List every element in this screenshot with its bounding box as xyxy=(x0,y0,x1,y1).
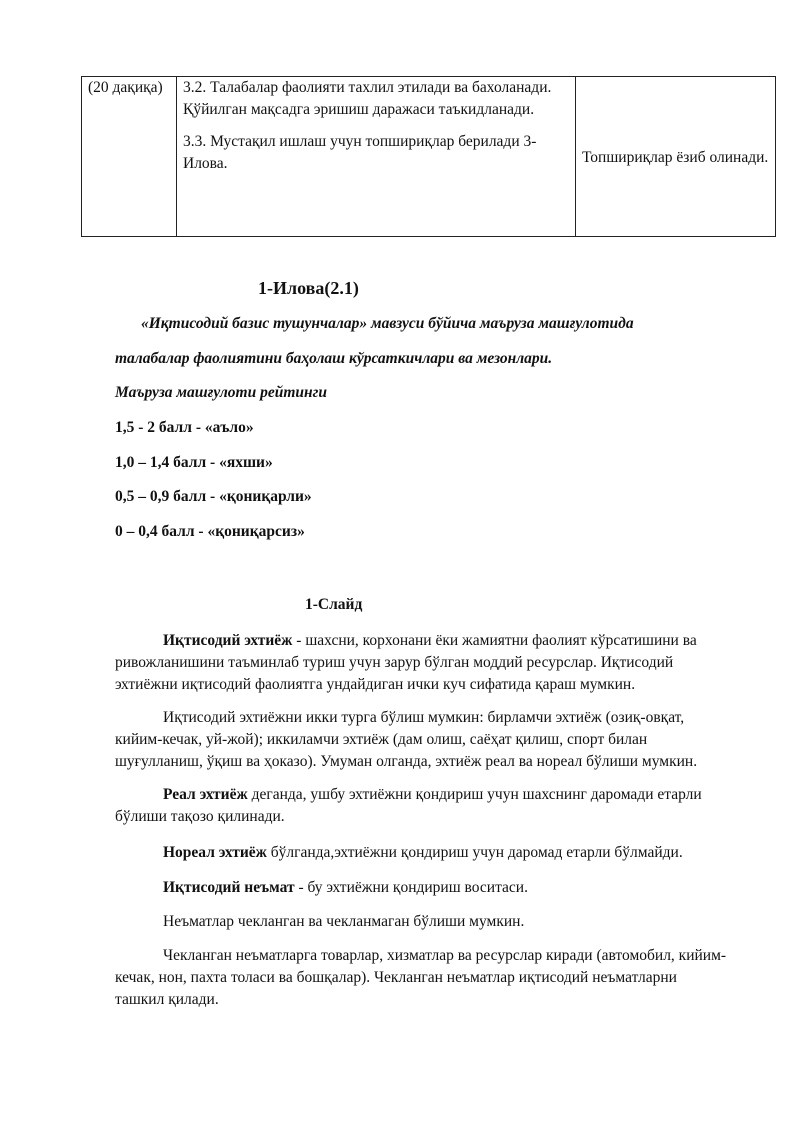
rating-title: Маъруза машғулоти рейтинги xyxy=(115,384,327,401)
paragraph-term: Иқтисодий эхтиёж xyxy=(163,632,293,649)
grade-line: 0 – 0,4 балл - «қониқарсиз» xyxy=(115,523,305,540)
paragraph-term: Реал эхтиёж xyxy=(163,786,248,803)
activity-step-3-3: 3.3. Мустақил ишлаш учун топшириқлар берилади 3-Илова. xyxy=(183,133,537,172)
paragraph-text: Иқтисодий эхтиёжни икки турга бўлиш мумкин: бирламчи эхтиёж (озиқ-овқат, кийим-кечак, уй-жой); иккиламчи эхтиёж (дам олиш, саёҳат қилиш, спорт билан шуғулланиш, ўқиш ва ҳоказо). Умуман олганда, эхтиёж реал ва нореал бўлиши мумкин. xyxy=(115,709,698,770)
paragraph xyxy=(115,630,730,696)
appendix-title: 1-Илова(2.1) xyxy=(258,278,359,298)
student-action-text: Топшириқлар ёзиб олинади. xyxy=(582,149,769,166)
grade-line: 1,0 – 1,4 балл - «яхши» xyxy=(115,454,273,471)
activity-step-3-2: 3.2. Талабалар фаолияти тахлил этилади ва бахоланади. Қўйилган мақсадга эришиш даражаси таъкидланади. xyxy=(183,79,552,118)
paragraph xyxy=(115,877,730,899)
table-cell-duration xyxy=(82,77,177,237)
paragraph-text: деганда, ушбу эхтиёжни қондириш учун шахснинг даромади етарли бўлиши тақозо қилинади. xyxy=(115,786,702,825)
duration-text: (20 дақиқа) xyxy=(88,79,163,96)
slide-title: 1-Слайд xyxy=(305,596,363,613)
table-cell-student-action xyxy=(576,77,776,237)
paragraph-text: Чекланган неъматларга товарлар, хизматлар ва ресурслар киради (автомобил, кийим-кечак, нон, пахта толаси ва бошқалар). Чекланган неъматлар иқтисодий неъматларни ташкил қилади. xyxy=(115,947,727,1008)
paragraph xyxy=(115,911,730,933)
grade-line: 1,5 - 2 балл - «аъло» xyxy=(115,419,254,436)
paragraph xyxy=(115,842,730,864)
appendix-subtitle-line-2: талабалар фаолиятини баҳолаш кўрсаткичлари ва мезонлари. xyxy=(115,350,553,367)
paragraph-text: бўлганда,эхтиёжни қондириш учун даромад етарли бўлмайди. xyxy=(266,844,683,861)
lesson-plan-table xyxy=(81,76,776,237)
paragraph-text: - бу эхтиёжни қондириш воситаси. xyxy=(294,879,528,896)
paragraph-text: - шахсни, корхонани ёки жамиятни фаолият кўрсатишини ва ривожланишини таъминлаб туриш учун зарур бўлган моддий ресурслар. Иқтисодий эхтиёжни иқтисодий фаолиятга ундайдиган ички куч сифатида қараш мумкин. xyxy=(115,632,697,693)
paragraph xyxy=(115,784,730,828)
paragraph-term: Иқтисодий неъмат xyxy=(163,879,295,896)
table-row xyxy=(82,77,776,237)
paragraph xyxy=(115,707,730,773)
table-cell-activity xyxy=(177,77,576,237)
appendix-subtitle-line-1: «Иқтисодий базис тушунчалар» мавзуси бўйича маъруза машғулотида xyxy=(141,315,634,332)
paragraph-term: Нореал эхтиёж xyxy=(163,844,267,861)
paragraph xyxy=(115,945,730,1011)
paragraph-text: Неъматлар чекланган ва чекланмаган бўлиши мумкин. xyxy=(163,913,525,930)
grade-line: 0,5 – 0,9 балл - «қониқарли» xyxy=(115,488,312,505)
